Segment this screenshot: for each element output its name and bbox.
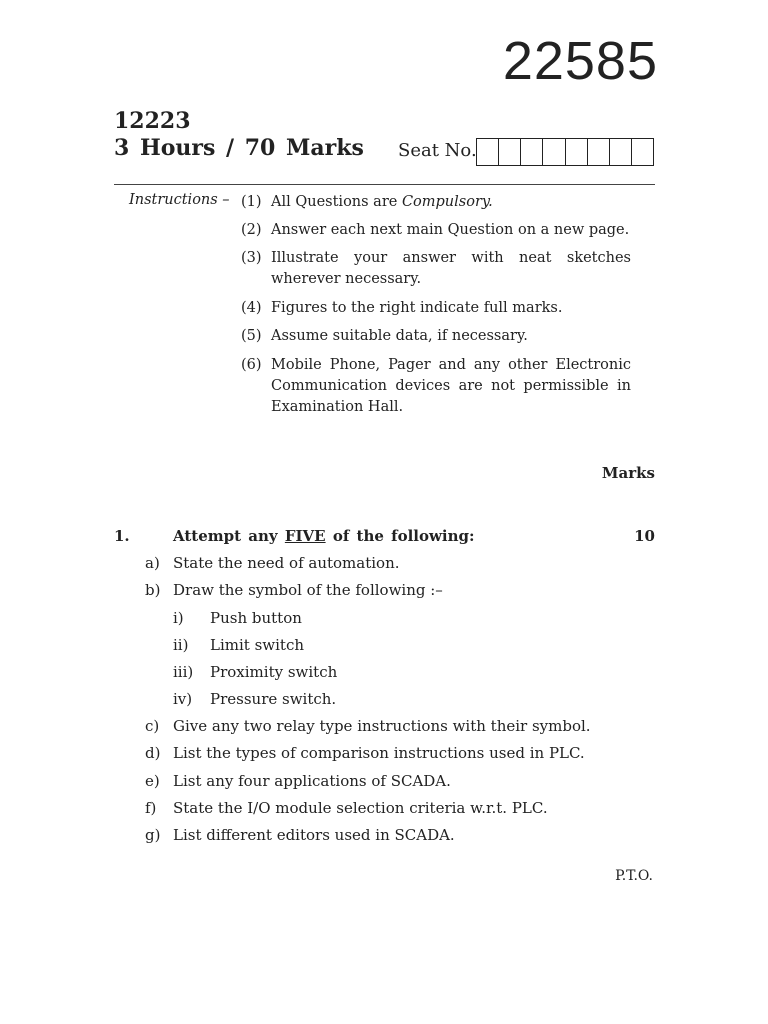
question-title: Attempt any FIVE of the following: xyxy=(173,527,475,545)
seat-label: Seat No. xyxy=(398,140,477,161)
instruction-item xyxy=(241,298,631,319)
marks-heading: Marks xyxy=(601,464,655,482)
subpart-label: ii) xyxy=(173,636,189,654)
part-label: g) xyxy=(145,826,161,844)
part-label: b) xyxy=(145,581,161,599)
question-subpart xyxy=(173,609,302,627)
instruction-number: (6) xyxy=(241,357,262,373)
question-marks: 10 xyxy=(634,527,655,545)
instructions-label: Instructions – xyxy=(129,192,230,208)
subpart-text: Push button xyxy=(210,609,302,627)
instruction-text: Figures to the right indicate full marks. xyxy=(271,300,563,316)
instruction-item xyxy=(241,326,631,347)
question-part xyxy=(145,772,451,790)
question-subpart xyxy=(173,636,304,654)
instruction-text: Illustrate your answer with neat sketches wherever necessary. xyxy=(271,250,631,287)
instruction-number: (5) xyxy=(241,328,262,344)
part-label: d) xyxy=(145,744,161,762)
question-title-emphasis: FIVE xyxy=(284,527,326,545)
subpart-text: Proximity switch xyxy=(210,663,338,681)
question-part xyxy=(145,799,548,817)
part-text: Draw the symbol of the following :– xyxy=(173,581,443,599)
instruction-text: Assume suitable data, if necessary. xyxy=(271,328,528,344)
question-part xyxy=(145,826,455,844)
subpart-label: iv) xyxy=(173,690,193,708)
subpart-label: i) xyxy=(173,609,184,627)
instruction-number: (1) xyxy=(241,194,262,210)
subpart-text: Pressure switch. xyxy=(210,690,337,708)
header-divider xyxy=(114,184,655,185)
exam-code: 12223 xyxy=(114,108,191,134)
question-part xyxy=(145,554,400,572)
instruction-emphasis: Compulsory. xyxy=(401,194,493,210)
instruction-number: (3) xyxy=(241,250,262,266)
question-subpart xyxy=(173,663,337,681)
part-text: Give any two relay type instructions with their symbol. xyxy=(173,717,591,735)
part-text: List different editors used in SCADA. xyxy=(173,826,455,844)
question-part xyxy=(145,581,443,599)
paper-code: 22585 xyxy=(502,31,658,91)
part-text: State the need of automation. xyxy=(173,554,400,572)
instruction-number: (2) xyxy=(241,222,262,238)
part-label: c) xyxy=(145,717,160,735)
question-part xyxy=(145,744,585,762)
instruction-item xyxy=(241,220,631,241)
subpart-label: iii) xyxy=(173,663,194,681)
part-text: State the I/O module selection criteria w.r.t. PLC. xyxy=(173,799,548,817)
part-label: f) xyxy=(145,799,157,817)
part-text: List the types of comparison instructions used in PLC. xyxy=(173,744,585,762)
subpart-text: Limit switch xyxy=(210,636,304,654)
question-number: 1. xyxy=(114,527,130,545)
instruction-item xyxy=(241,355,631,418)
duration-marks: 3 Hours / 70 Marks xyxy=(114,135,364,161)
instruction-number: (4) xyxy=(241,300,262,316)
question-subpart xyxy=(173,690,336,708)
part-text: List any four applications of SCADA. xyxy=(173,772,451,790)
instruction-text: Answer each next main Question on a new page. xyxy=(271,222,630,238)
question-part xyxy=(145,717,591,735)
part-label: a) xyxy=(145,554,160,572)
instruction-text: Mobile Phone, Pager and any other Electronic Communication devices are not permissible in Examination Hall. xyxy=(271,357,631,415)
instruction-text: All Questions are Compulsory. xyxy=(271,194,493,210)
part-label: e) xyxy=(145,772,160,790)
pto-note: P.T.O. xyxy=(615,868,653,884)
seat-number-boxes xyxy=(476,138,654,166)
instruction-item xyxy=(241,192,631,213)
instruction-item xyxy=(241,248,631,290)
